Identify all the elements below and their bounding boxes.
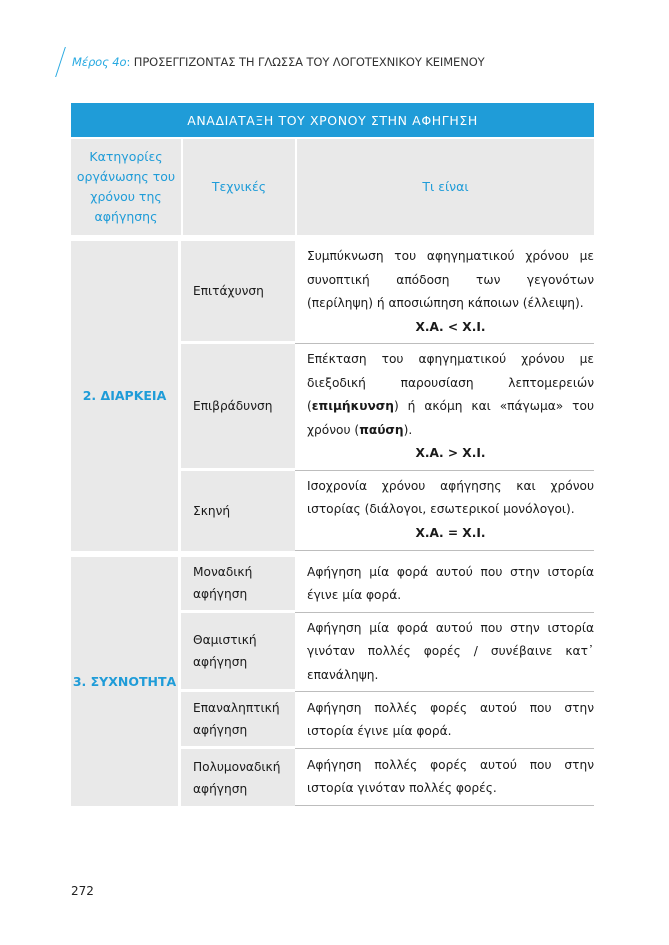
header-accent-line	[55, 47, 66, 77]
technique-name: Θαμιστική	[193, 632, 257, 647]
technique-repetitive	[181, 692, 295, 749]
time-formula: Χ.Α. > Χ.Ι.	[415, 446, 486, 460]
time-formula: Χ.Α. = Χ.Ι.	[415, 525, 486, 540]
table-row	[71, 551, 594, 613]
technique-name: Πολυμοναδική	[193, 759, 281, 774]
column-header-row	[71, 137, 594, 235]
technique-iterative	[181, 613, 295, 693]
technique-name: Επαναληπτική	[193, 701, 280, 715]
definition-cell	[295, 344, 594, 471]
technique-name: αφήγηση	[193, 781, 248, 796]
category-frequency: 3. ΣΥΧΝΟΤΗΤΑ	[71, 551, 181, 807]
column-header-category: Κατηγορίες οργάνωσης του χρόνου της αφήγησης	[71, 137, 181, 235]
definition-text: Αφήγηση πολλές φορές αυτού που στην ιστορία έγινε μία φορά.	[295, 692, 594, 749]
definition-text: Αφήγηση μία φορά αυτού που στην ιστορία γινόταν πολλές φορές / συνέβαινε κατ᾽ επανάληψη.	[295, 613, 594, 693]
technique-singulative	[181, 551, 295, 613]
definition-text-part: ) ή ακόμη και «πάγωμα» του χρόνου (	[307, 399, 595, 437]
technique-scene: Σκηνή	[181, 471, 295, 551]
technique-multiple-singulative	[181, 749, 295, 806]
table-title: ΑΝΑΔΙΑΤΑΞΗ ΤΟΥ ΧΡΟΝΟΥ ΣΤΗΝ ΑΦΗΓΗΣΗ	[71, 103, 594, 137]
header-text	[72, 55, 485, 69]
definition-text: Συμπύκνωση του αφηγηματικού χρόνου με συνοπτική απόδοση των γεγονότων (περίληψη) ή αποσιώπηση κάποιων (έλλειψη).	[307, 249, 595, 310]
header-part: Μέρος 4ο	[72, 55, 127, 69]
definition-text: Ισοχρονία χρόνου αφήγησης και χρόνου ιστορίας (διάλογοι, εσωτερικοί μονόλογοι).	[307, 478, 595, 517]
technique-name: αφήγηση	[193, 723, 248, 737]
term-pause: παύση	[359, 422, 404, 437]
header-title: ΠΡΟΣΕΓΓΙΖΟΝΤΑΣ ΤΗ ΓΛΩΣΣΑ ΤΟΥ ΛΟΓΟΤΕΧΝΙΚΟΥ ΚΕΙΜΕΝΟΥ	[133, 55, 485, 69]
term-elongation: επιμήκυνση	[311, 399, 394, 413]
definition-cell	[295, 235, 594, 344]
technique-deceleration: Επιβράδυνση	[181, 344, 295, 471]
category-duration: 2. ΔΙΑΡΚΕΙΑ	[71, 235, 181, 551]
definition-text: Αφήγηση πολλές φορές αυτού που στην ιστορία γινόταν πολλές φορές.	[295, 749, 594, 806]
definition-text: Αφήγηση μία φορά αυτού που στην ιστορία έγινε μία φορά.	[295, 551, 594, 613]
definition-cell	[295, 471, 594, 551]
technique-name: αφήγηση	[193, 587, 248, 601]
technique-name: Μοναδική	[193, 565, 253, 579]
time-formula: Χ.Α. < Χ.Ι.	[415, 319, 486, 334]
technique-acceleration: Επιτάχυνση	[181, 235, 295, 344]
time-rearrangement-table	[71, 103, 594, 806]
definition-text	[307, 348, 594, 442]
technique-name: αφήγηση	[193, 654, 248, 669]
table-row	[71, 235, 594, 344]
column-header-techniques: Τεχνικές	[181, 137, 295, 235]
definition-text-part: ).	[403, 422, 413, 437]
header-separator: :	[126, 55, 131, 69]
definition-text-part: Επέκταση του αφηγηματικού χρόνου με διεξοδική παρουσίαση λεπτομερειών (	[307, 352, 595, 413]
page-number: 272	[71, 884, 94, 898]
column-header-definition: Τι είναι	[295, 137, 594, 235]
